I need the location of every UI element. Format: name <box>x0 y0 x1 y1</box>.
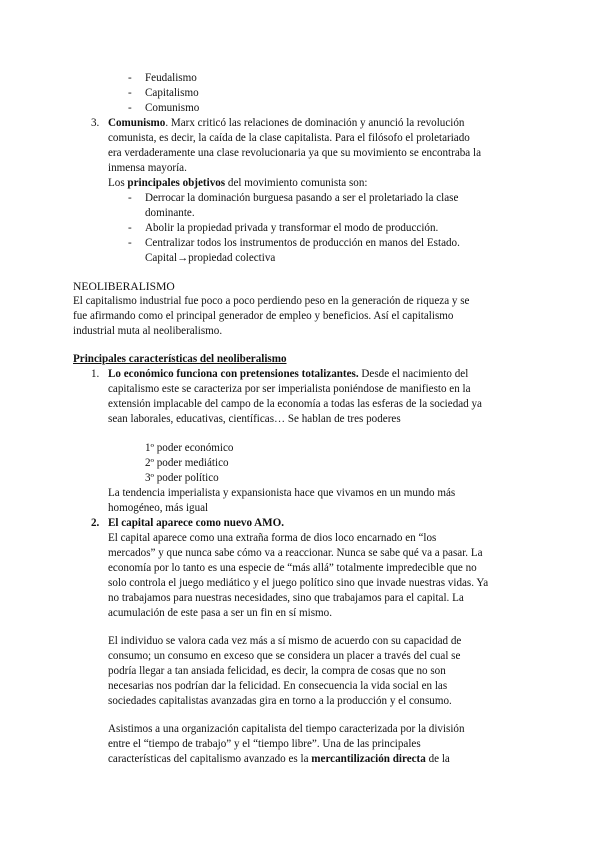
item2-para1-line: mercados” y que nunca sabe cómo va a reaccionar. Nunca se sabe qué va a pasar. La <box>108 547 483 559</box>
item2-para1-line: solo controla el juego mediático y el juego político sino que invade nuestras vidas. Ya <box>108 577 489 589</box>
power-item: 2º poder mediático <box>145 457 229 469</box>
item2-para1-line: acumulación de este pasa a ser un fin en sí mismo. <box>108 607 332 619</box>
list-number: 3. <box>91 117 100 129</box>
list-item-comunismo: Comunismo <box>145 102 200 114</box>
item2-para2-line: sociedades capitalistas avanzadas gira en torno a la producción y el consumo. <box>108 695 452 707</box>
item2-para1-line: no trabajamos para nuestras necesidades, sino que trabajamos para el capital. La <box>108 592 464 604</box>
item1-line: capitalismo este se caracteriza por ser imperialista poniéndose de manifiesto en la <box>108 383 471 395</box>
objective-item: Derrocar la dominación burguesa pasando a ser el proletariado la clase <box>145 192 459 204</box>
list-dash: - <box>128 87 132 99</box>
comunismo-paragraph-line: comunista, es decir, la caída de la clase capitalista. Para el filósofo el proletariado <box>108 132 470 144</box>
subsection-heading: Principales características del neoliberalismo <box>73 353 287 365</box>
list-dash: - <box>128 237 132 249</box>
list-dash: - <box>128 72 132 84</box>
power-item: 1º poder económico <box>145 442 234 454</box>
section-title: NEOLIBERALISMO <box>73 280 175 293</box>
item2-para1-line: El capital aparece como una extraña forma de dios loco encarnado en “los <box>108 532 437 544</box>
objective-item: Abolir la propiedad privada y transformar el modo de producción. <box>145 222 439 234</box>
comunismo-paragraph-line: inmensa mayoría. <box>108 162 187 174</box>
item2-para2-line: consumo; un consumo en exceso que se considera un placer a través del cual se <box>108 650 461 662</box>
item2-para3-line: Asistimos a una organización capitalista del tiempo caracterizada por la división <box>108 723 465 735</box>
objective-item: Capital→propiedad colectiva <box>145 252 276 264</box>
comunismo-paragraph-line: Comunismo. Marx criticó las relaciones de dominación y anunció la revolución <box>108 117 465 129</box>
item2-para1-line: economía por lo tanto es una especie de “más allá” totalmente impredecible que no <box>108 562 477 574</box>
item1-line: sean laborales, educativas, científicas… Se hablan de tres poderes <box>108 413 401 425</box>
item1-line: Lo económico funciona con pretensiones totalizantes. Desde el nacimiento del <box>108 368 469 380</box>
list-dash: - <box>128 192 132 204</box>
item2-para3-line: entre el “tiempo de trabajo” y el “tiempo libre”. Una de las principales <box>108 738 421 750</box>
list-item-feudalismo: Feudalismo <box>145 72 197 84</box>
objectives-intro: Los principales objetivos del movimiento comunista son: <box>108 177 368 189</box>
item2-para2-line: El individuo se valora cada vez más a sí mismo de acuerdo con su capacidad de <box>108 635 462 647</box>
paragraph-line: industrial muta al neoliberalismo. <box>73 325 223 337</box>
list-item-capitalismo: Capitalismo <box>145 87 199 99</box>
paragraph-line: El capitalismo industrial fue poco a poco perdiendo peso en la generación de riqueza y se <box>73 295 470 307</box>
item1-closing-line: La tendencia imperialista y expansionista hace que vivamos en un mundo más <box>108 487 456 499</box>
item2-para2-line: podría llegar a tan ansiada felicidad, es decir, la compra de cosas que no son <box>108 665 446 677</box>
power-item: 3º poder político <box>145 472 219 484</box>
comunismo-paragraph-line: era verdaderamente una clase revolucionaria ya que su movimiento se encontraba la <box>108 147 482 159</box>
objective-item: dominante. <box>145 207 195 219</box>
list-number: 2. <box>91 517 100 529</box>
comunismo-term: Comunismo <box>108 117 166 129</box>
item1-line: extensión implacable del campo de la economía a todas las esferas de la sociedad ya <box>108 398 482 410</box>
item2-title: El capital aparece como nuevo AMO. <box>108 517 285 529</box>
item2-para2-line: necesarias nos podrían dar la felicidad. En consecuencia la vida social en las <box>108 680 448 692</box>
objective-item: Centralizar todos los instrumentos de producción en manos del Estado. <box>145 237 460 249</box>
item2-para3-line: características del capitalismo avanzado es la mercantilización directa de la <box>108 753 450 765</box>
item1-closing-line: homogéneo, más igual <box>108 502 209 514</box>
list-dash: - <box>128 222 132 234</box>
list-dash: - <box>128 102 132 114</box>
paragraph-line: fue afirmando como el principal generador de empleo y beneficios. Así el capitalismo <box>73 310 454 322</box>
list-number: 1. <box>91 368 100 380</box>
